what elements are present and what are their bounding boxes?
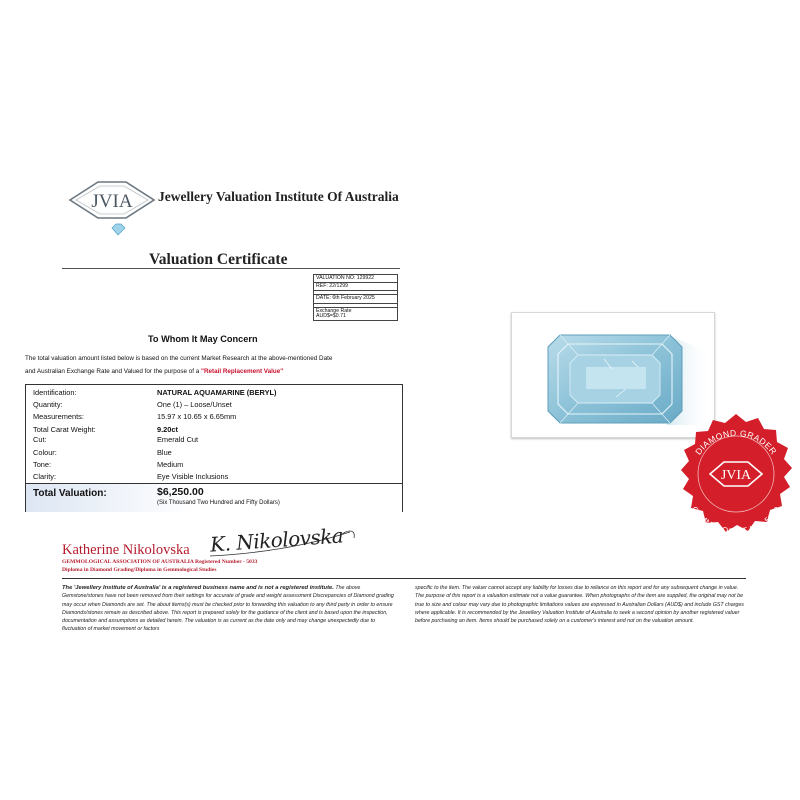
- valuer-diplomas: Diploma in Diamond Grading/Diploma in Gemmological Studies: [62, 567, 217, 573]
- valuer-registration: GEMMOLOGICAL ASSOCIATION OF AUSTRALIA Registered Number - 5033: [62, 559, 258, 565]
- disclaimer-right: specific to the item. The valuer cannot accept any liability for losses due to reliance on this report and for any subsequent change in value. The purpose of this report is a valuation estimate not a value guarantee. When photographs of the item are supplied, the original may not be true to size and colour may vary due to photographic limitations values are expressed in Australian Dollars (AUD$) and include GST charges where applicable. It is recommended by the Jewellery Valuation Institute of Australia to seek a second opinion by another registered valuer before purchasing an item. Items should be purchased solely on a customer's interest and not on the valuation amount.: [415, 585, 744, 625]
- valuation-number: VALUATION NO: 129922: [313, 274, 398, 283]
- intro-line-1: The total valuation amount listed below is based on the current Market Research at the above-mentioned Date: [25, 355, 333, 362]
- valuation-details-table: Identification: NATURAL AQUAMARINE (BERYL) Quantity: One (1) – Loose/Unset Measurements: 15.97 x 10.65 x 6.65mm Total Carat Weight: 9.20ct Cut: Emerald Cut Colour: Blue Tone: Medium Clarity: Eye Visible Inclusions Total Valuation: $6,250.00 (Six Thousand Two Hundred and Fifty Dollars): [25, 384, 403, 512]
- seal-top-text: DIAMOND GRADER: [693, 427, 779, 457]
- exchange-rate: [313, 307, 398, 321]
- total-valuation-row: [26, 483, 402, 512]
- valuer-name: Katherine Nikolovska: [62, 542, 190, 558]
- seal-bottom-text: GEMMOLOGIST NO. 5033: [689, 504, 783, 537]
- total-valuation-label: Total Valuation:: [33, 488, 107, 499]
- logo-text: JVIA: [91, 191, 133, 212]
- diamond-grader-seal: [670, 410, 800, 546]
- title-divider: [62, 268, 400, 269]
- total-valuation-words: (Six Thousand Two Hundred and Fifty Dollars): [157, 500, 280, 506]
- intro-line-2: and Australian Exchange Rate and Valued for the purpose of a "Retail Replacement Value": [25, 368, 284, 375]
- disclaimer-left-text: The above Gemstone/stones have not been removed from their settings for accurate of grade and weight assessment Discrepancies of Diamond grading may occur when Diamonds are set. The about items(s) must be checked prior to forwarding this valuation to any third party in order to ensure Diamonds/stones remain as described above. This report is prepared solely for the guidance of the client and is based upon the inspection, documentation and assumptions as detailed herein. The valuation is as current as the date only and may change unexpectedly due to fluctuation of market movement or factors: [62, 585, 394, 633]
- reference-number: REF: 22/1299: [313, 283, 398, 291]
- total-valuation-amount: $6,250.00: [157, 486, 204, 498]
- intro-paragraph: [25, 352, 405, 378]
- footer-divider: [62, 578, 746, 579]
- disclaimer-left: [62, 584, 395, 634]
- retail-replacement-value: "Retail Replacement Value": [200, 368, 284, 375]
- disclaimer-heading: The 'Jewellery Institute of Australia' is a registered business name and is not a registered institute.: [62, 585, 334, 591]
- institute-name: Jewellery Valuation Institute Of Australia: [158, 189, 399, 204]
- exchange-rate-label: Exchange Rate: [316, 307, 352, 314]
- certificate-title: Valuation Certificate: [149, 251, 288, 268]
- exchange-rate-value: AUD$=$0.71: [316, 312, 346, 319]
- handwritten-signature: K. Nikolovska: [209, 523, 344, 557]
- seal-center-text: JVIA: [720, 468, 752, 483]
- salutation-heading: To Whom It May Concern: [148, 334, 258, 344]
- valuation-date: DATE: 6th February 2025: [313, 294, 398, 303]
- jvia-logo: [62, 178, 162, 238]
- reference-box: [313, 274, 398, 321]
